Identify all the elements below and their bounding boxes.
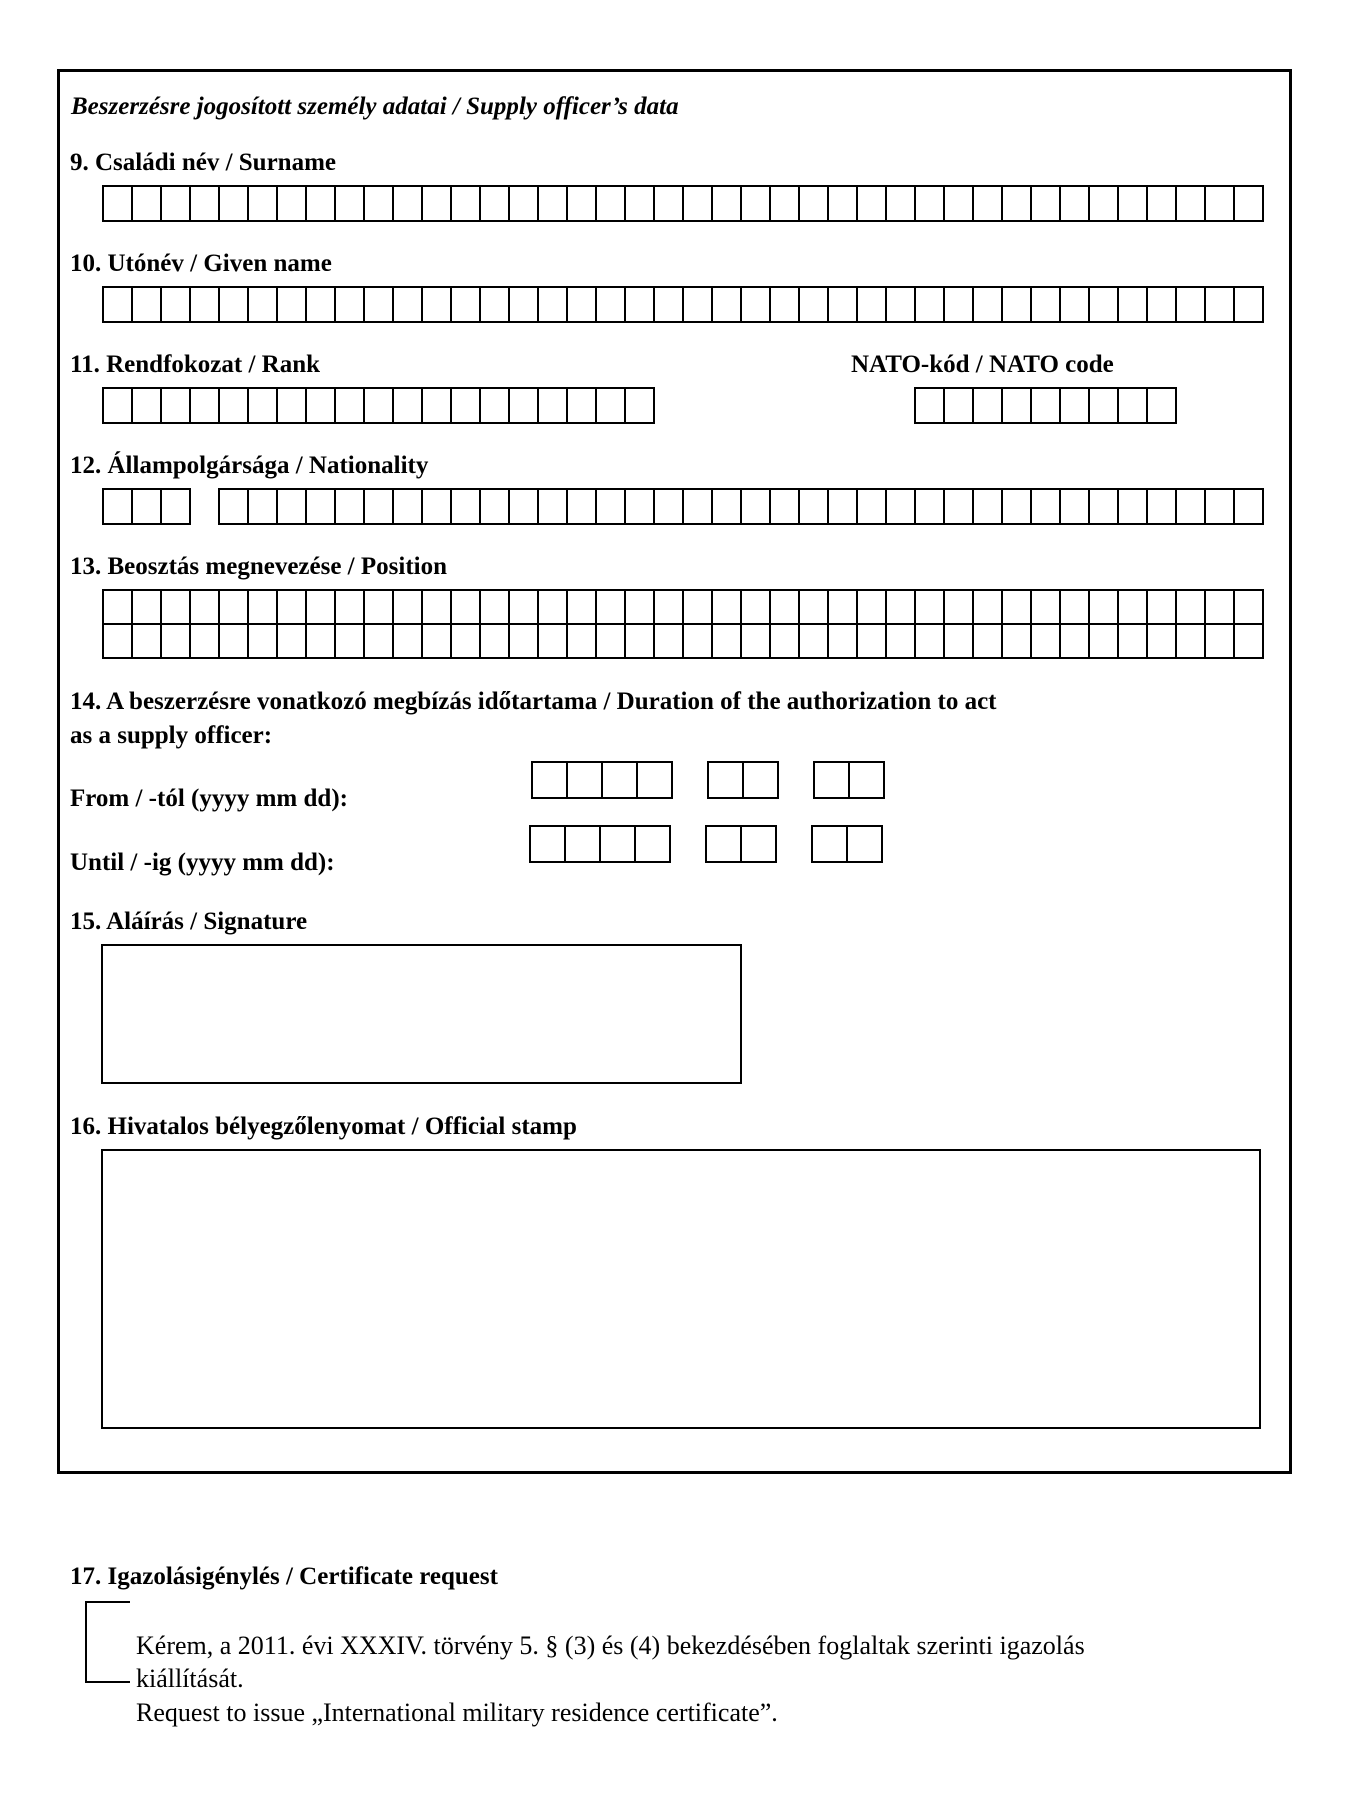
char-cell[interactable] <box>249 625 278 657</box>
char-cell[interactable] <box>1061 490 1090 523</box>
char-cell[interactable] <box>916 288 945 321</box>
char-cell[interactable] <box>539 187 568 220</box>
char-cell[interactable] <box>104 625 133 657</box>
char-cell[interactable] <box>744 763 779 797</box>
char-cell[interactable] <box>1206 591 1235 623</box>
char-cell[interactable] <box>568 389 597 422</box>
char-cell[interactable] <box>1119 187 1148 220</box>
char-cell[interactable] <box>452 490 481 523</box>
rank-field[interactable] <box>102 387 655 424</box>
char-cell[interactable] <box>655 591 684 623</box>
char-cell[interactable] <box>1148 389 1177 422</box>
char-cell[interactable] <box>1090 288 1119 321</box>
char-cell[interactable] <box>626 187 655 220</box>
char-cell[interactable] <box>162 490 191 523</box>
char-cell[interactable] <box>452 187 481 220</box>
char-cell[interactable] <box>510 389 539 422</box>
position-label: 13. Beosztás megnevezése / Position <box>70 553 448 580</box>
nationality-code-field[interactable] <box>102 488 191 525</box>
char-cell[interactable] <box>539 288 568 321</box>
char-cell[interactable] <box>1061 625 1090 657</box>
char-cell[interactable] <box>916 490 945 523</box>
char-cell[interactable] <box>162 389 191 422</box>
char-cell[interactable] <box>1061 187 1090 220</box>
char-cell[interactable] <box>597 490 626 523</box>
from-date-label: From / -tól (yyyy mm dd): <box>70 785 348 812</box>
char-cell[interactable] <box>423 625 452 657</box>
char-cell[interactable] <box>1148 490 1177 523</box>
char-cell[interactable] <box>533 763 568 797</box>
char-cell[interactable] <box>481 187 510 220</box>
char-cell[interactable] <box>249 490 278 523</box>
char-cell[interactable] <box>307 490 336 523</box>
nationality-name-field[interactable] <box>218 488 1264 525</box>
char-cell[interactable] <box>568 288 597 321</box>
char-cell[interactable] <box>191 591 220 623</box>
char-cell[interactable] <box>249 591 278 623</box>
char-cell[interactable] <box>707 827 742 861</box>
char-cell[interactable] <box>655 187 684 220</box>
surname-field[interactable] <box>102 185 1264 222</box>
char-cell[interactable] <box>597 591 626 623</box>
char-cell[interactable] <box>638 763 673 797</box>
char-cell[interactable] <box>974 591 1003 623</box>
char-cell[interactable] <box>597 187 626 220</box>
char-cell[interactable] <box>220 389 249 422</box>
char-cell[interactable] <box>307 625 336 657</box>
char-cell[interactable] <box>1003 490 1032 523</box>
char-cell[interactable] <box>278 288 307 321</box>
char-cell[interactable] <box>742 591 771 623</box>
char-cell[interactable] <box>709 763 744 797</box>
char-cell[interactable] <box>1032 187 1061 220</box>
char-cell[interactable] <box>771 490 800 523</box>
char-cell[interactable] <box>684 625 713 657</box>
char-cell[interactable] <box>1148 591 1177 623</box>
char-cell[interactable] <box>133 288 162 321</box>
char-cell[interactable] <box>829 187 858 220</box>
from-month-field[interactable] <box>707 761 779 799</box>
char-cell[interactable] <box>481 625 510 657</box>
char-cell[interactable] <box>1148 187 1177 220</box>
char-cell[interactable] <box>626 389 655 422</box>
char-cell[interactable] <box>945 389 974 422</box>
char-cell[interactable] <box>278 187 307 220</box>
char-cell[interactable] <box>162 591 191 623</box>
until-date-label: Until / -ig (yyyy mm dd): <box>70 849 335 876</box>
char-cell[interactable] <box>945 625 974 657</box>
char-cell[interactable] <box>1177 490 1206 523</box>
char-cell[interactable] <box>1206 187 1235 220</box>
char-cell[interactable] <box>1119 288 1148 321</box>
char-cell[interactable] <box>974 389 1003 422</box>
char-cell[interactable] <box>626 490 655 523</box>
from-day-field[interactable] <box>813 761 885 799</box>
char-cell[interactable] <box>829 625 858 657</box>
char-cell[interactable] <box>336 389 365 422</box>
char-cell[interactable] <box>603 763 638 797</box>
nato-code-label: NATO-kód / NATO code <box>851 351 1114 378</box>
certificate-request-text-en: Request to issue „International military residence certificate”. <box>136 1697 778 1727</box>
certificate-request-checkbox[interactable] <box>85 1601 130 1683</box>
char-cell[interactable] <box>191 625 220 657</box>
char-cell[interactable] <box>365 187 394 220</box>
char-cell[interactable] <box>1003 625 1032 657</box>
char-cell[interactable] <box>800 288 829 321</box>
char-cell[interactable] <box>945 591 974 623</box>
char-cell[interactable] <box>481 389 510 422</box>
given-name-label: 10. Utónév / Given name <box>70 250 332 277</box>
char-cell[interactable] <box>336 288 365 321</box>
char-cell[interactable] <box>974 625 1003 657</box>
char-cell[interactable] <box>1032 490 1061 523</box>
char-cell[interactable] <box>829 490 858 523</box>
char-cell[interactable] <box>394 288 423 321</box>
char-cell[interactable] <box>452 288 481 321</box>
char-cell[interactable] <box>568 625 597 657</box>
char-cell[interactable] <box>742 827 777 861</box>
char-cell[interactable] <box>1235 288 1264 321</box>
char-cell[interactable] <box>684 288 713 321</box>
char-cell[interactable] <box>974 187 1003 220</box>
char-cell[interactable] <box>945 187 974 220</box>
char-cell[interactable] <box>713 490 742 523</box>
char-cell[interactable] <box>626 288 655 321</box>
char-cell[interactable] <box>1235 625 1264 657</box>
char-cell[interactable] <box>815 763 850 797</box>
char-cell[interactable] <box>307 591 336 623</box>
position-row <box>104 625 1264 659</box>
char-cell[interactable] <box>452 389 481 422</box>
char-cell[interactable] <box>1235 187 1264 220</box>
char-cell[interactable] <box>423 389 452 422</box>
char-cell[interactable] <box>601 827 636 861</box>
char-cell[interactable] <box>133 591 162 623</box>
char-cell[interactable] <box>771 591 800 623</box>
until-year-field[interactable] <box>529 825 671 863</box>
char-cell[interactable] <box>1235 490 1264 523</box>
char-cell[interactable] <box>887 591 916 623</box>
official-stamp-box[interactable] <box>101 1149 1261 1429</box>
char-cell[interactable] <box>1177 591 1206 623</box>
char-cell[interactable] <box>539 591 568 623</box>
char-cell[interactable] <box>655 490 684 523</box>
char-cell[interactable] <box>742 288 771 321</box>
char-cell[interactable] <box>133 625 162 657</box>
char-cell[interactable] <box>568 763 603 797</box>
char-cell[interactable] <box>220 591 249 623</box>
char-cell[interactable] <box>566 827 601 861</box>
char-cell[interactable] <box>916 389 945 422</box>
section-heading: Beszerzésre jogosított személy adatai / Supply officer’s data <box>71 93 679 120</box>
char-cell[interactable] <box>887 288 916 321</box>
char-cell[interactable] <box>1090 490 1119 523</box>
char-cell[interactable] <box>249 187 278 220</box>
char-cell[interactable] <box>162 187 191 220</box>
char-cell[interactable] <box>597 389 626 422</box>
char-cell[interactable] <box>626 625 655 657</box>
char-cell[interactable] <box>684 187 713 220</box>
char-cell[interactable] <box>568 187 597 220</box>
char-cell[interactable] <box>394 625 423 657</box>
char-cell[interactable] <box>713 288 742 321</box>
char-cell[interactable] <box>597 625 626 657</box>
char-cell[interactable] <box>1061 591 1090 623</box>
char-cell[interactable] <box>133 389 162 422</box>
char-cell[interactable] <box>713 591 742 623</box>
char-cell[interactable] <box>1090 625 1119 657</box>
char-cell[interactable] <box>481 490 510 523</box>
char-cell[interactable] <box>800 187 829 220</box>
char-cell[interactable] <box>771 625 800 657</box>
certificate-request-label: 17. Igazolásigénylés / Certificate request <box>70 1563 498 1590</box>
char-cell[interactable] <box>539 625 568 657</box>
char-cell[interactable] <box>887 187 916 220</box>
char-cell[interactable] <box>626 591 655 623</box>
char-cell[interactable] <box>858 490 887 523</box>
char-cell[interactable] <box>531 827 566 861</box>
char-cell[interactable] <box>742 187 771 220</box>
char-cell[interactable] <box>974 288 1003 321</box>
char-cell[interactable] <box>510 490 539 523</box>
nato-code-field[interactable] <box>914 387 1177 424</box>
char-cell[interactable] <box>510 591 539 623</box>
char-cell[interactable] <box>307 288 336 321</box>
char-cell[interactable] <box>887 625 916 657</box>
char-cell[interactable] <box>365 490 394 523</box>
char-cell[interactable] <box>104 490 133 523</box>
char-cell[interactable] <box>336 490 365 523</box>
char-cell[interactable] <box>191 288 220 321</box>
char-cell[interactable] <box>365 625 394 657</box>
char-cell[interactable] <box>423 490 452 523</box>
char-cell[interactable] <box>394 490 423 523</box>
char-cell[interactable] <box>858 591 887 623</box>
char-cell[interactable] <box>771 288 800 321</box>
char-cell[interactable] <box>539 490 568 523</box>
char-cell[interactable] <box>481 591 510 623</box>
char-cell[interactable] <box>104 187 133 220</box>
char-cell[interactable] <box>848 827 883 861</box>
char-cell[interactable] <box>771 187 800 220</box>
char-cell[interactable] <box>104 591 133 623</box>
char-cell[interactable] <box>104 288 133 321</box>
char-cell[interactable] <box>916 625 945 657</box>
char-cell[interactable] <box>1032 288 1061 321</box>
char-cell[interactable] <box>945 490 974 523</box>
char-cell[interactable] <box>307 389 336 422</box>
char-cell[interactable] <box>1090 389 1119 422</box>
given-name-field[interactable] <box>102 286 1264 323</box>
position-field[interactable] <box>102 589 1264 659</box>
char-cell[interactable] <box>1061 389 1090 422</box>
char-cell[interactable] <box>1206 625 1235 657</box>
char-cell[interactable] <box>278 490 307 523</box>
char-cell[interactable] <box>684 490 713 523</box>
char-cell[interactable] <box>336 187 365 220</box>
char-cell[interactable] <box>1003 288 1032 321</box>
char-cell[interactable] <box>800 490 829 523</box>
char-cell[interactable] <box>336 591 365 623</box>
char-cell[interactable] <box>249 389 278 422</box>
char-cell[interactable] <box>1206 490 1235 523</box>
char-cell[interactable] <box>162 288 191 321</box>
certificate-request-text-hu-line1: Kérem, a 2011. évi XXXIV. törvény 5. § (3) és (4) bekezdésében foglaltak szerinti igazolás <box>136 1631 1085 1660</box>
char-cell[interactable] <box>916 187 945 220</box>
char-cell[interactable] <box>220 288 249 321</box>
char-cell[interactable] <box>1119 625 1148 657</box>
char-cell[interactable] <box>1003 389 1032 422</box>
rank-label: 11. Rendfokozat / Rank <box>70 351 321 378</box>
char-cell[interactable] <box>742 490 771 523</box>
char-cell[interactable] <box>365 389 394 422</box>
char-cell[interactable] <box>858 187 887 220</box>
position-row <box>104 591 1264 625</box>
char-cell[interactable] <box>481 288 510 321</box>
certificate-request-text <box>136 1629 1085 1729</box>
char-cell[interactable] <box>365 288 394 321</box>
char-cell[interactable] <box>539 389 568 422</box>
char-cell[interactable] <box>742 625 771 657</box>
char-cell[interactable] <box>829 591 858 623</box>
char-cell[interactable] <box>800 591 829 623</box>
char-cell[interactable] <box>1177 187 1206 220</box>
char-cell[interactable] <box>800 625 829 657</box>
char-cell[interactable] <box>220 187 249 220</box>
char-cell[interactable] <box>1032 625 1061 657</box>
char-cell[interactable] <box>191 187 220 220</box>
char-cell[interactable] <box>974 490 1003 523</box>
char-cell[interactable] <box>829 288 858 321</box>
char-cell[interactable] <box>394 187 423 220</box>
char-cell[interactable] <box>1061 288 1090 321</box>
char-cell[interactable] <box>394 591 423 623</box>
char-cell[interactable] <box>568 591 597 623</box>
char-cell[interactable] <box>452 625 481 657</box>
char-cell[interactable] <box>684 591 713 623</box>
char-cell[interactable] <box>510 625 539 657</box>
certificate-request-text-hu-line2: kiállítását. <box>136 1664 244 1694</box>
nationality-label: 12. Állampolgársága / Nationality <box>70 452 429 479</box>
until-month-field[interactable] <box>705 825 777 863</box>
char-cell[interactable] <box>850 763 885 797</box>
char-cell[interactable] <box>887 490 916 523</box>
char-cell[interactable] <box>945 288 974 321</box>
char-cell[interactable] <box>1090 187 1119 220</box>
char-cell[interactable] <box>1032 591 1061 623</box>
char-cell[interactable] <box>1177 625 1206 657</box>
char-cell[interactable] <box>510 288 539 321</box>
char-cell[interactable] <box>278 625 307 657</box>
char-cell[interactable] <box>813 827 848 861</box>
char-cell[interactable] <box>510 187 539 220</box>
char-cell[interactable] <box>655 625 684 657</box>
char-cell[interactable] <box>1119 591 1148 623</box>
char-cell[interactable] <box>858 625 887 657</box>
char-cell[interactable] <box>220 625 249 657</box>
char-cell[interactable] <box>104 389 133 422</box>
char-cell[interactable] <box>423 187 452 220</box>
char-cell[interactable] <box>1090 591 1119 623</box>
char-cell[interactable] <box>1003 591 1032 623</box>
signature-box[interactable] <box>101 944 742 1084</box>
char-cell[interactable] <box>452 591 481 623</box>
until-day-field[interactable] <box>811 825 883 863</box>
char-cell[interactable] <box>133 490 162 523</box>
char-cell[interactable] <box>916 591 945 623</box>
char-cell[interactable] <box>655 288 684 321</box>
char-cell[interactable] <box>423 591 452 623</box>
char-cell[interactable] <box>249 288 278 321</box>
char-cell[interactable] <box>278 591 307 623</box>
duration-label-line2: as a supply officer: <box>70 722 273 749</box>
char-cell[interactable] <box>713 187 742 220</box>
char-cell[interactable] <box>568 490 597 523</box>
char-cell[interactable] <box>1235 591 1264 623</box>
official-stamp-label: 16. Hivatalos bélyegzőlenyomat / Official stamp <box>70 1113 577 1140</box>
char-cell[interactable] <box>713 625 742 657</box>
char-cell[interactable] <box>858 288 887 321</box>
char-cell[interactable] <box>1119 389 1148 422</box>
char-cell[interactable] <box>162 625 191 657</box>
duration-label-line1: 14. A beszerzésre vonatkozó megbízás időtartama / Duration of the authorization to act <box>70 688 997 715</box>
char-cell[interactable] <box>365 591 394 623</box>
char-cell[interactable] <box>336 625 365 657</box>
char-cell[interactable] <box>394 389 423 422</box>
char-cell[interactable] <box>191 389 220 422</box>
char-cell[interactable] <box>220 490 249 523</box>
char-cell[interactable] <box>597 288 626 321</box>
char-cell[interactable] <box>423 288 452 321</box>
char-cell[interactable] <box>278 389 307 422</box>
surname-label: 9. Családi név / Surname <box>70 149 337 176</box>
from-year-field[interactable] <box>531 761 673 799</box>
char-cell[interactable] <box>133 187 162 220</box>
char-cell[interactable] <box>636 827 671 861</box>
signature-label: 15. Aláírás / Signature <box>70 908 308 935</box>
char-cell[interactable] <box>1206 288 1235 321</box>
char-cell[interactable] <box>1032 389 1061 422</box>
char-cell[interactable] <box>1177 288 1206 321</box>
char-cell[interactable] <box>1119 490 1148 523</box>
char-cell[interactable] <box>1148 288 1177 321</box>
char-cell[interactable] <box>1148 625 1177 657</box>
char-cell[interactable] <box>307 187 336 220</box>
char-cell[interactable] <box>1003 187 1032 220</box>
